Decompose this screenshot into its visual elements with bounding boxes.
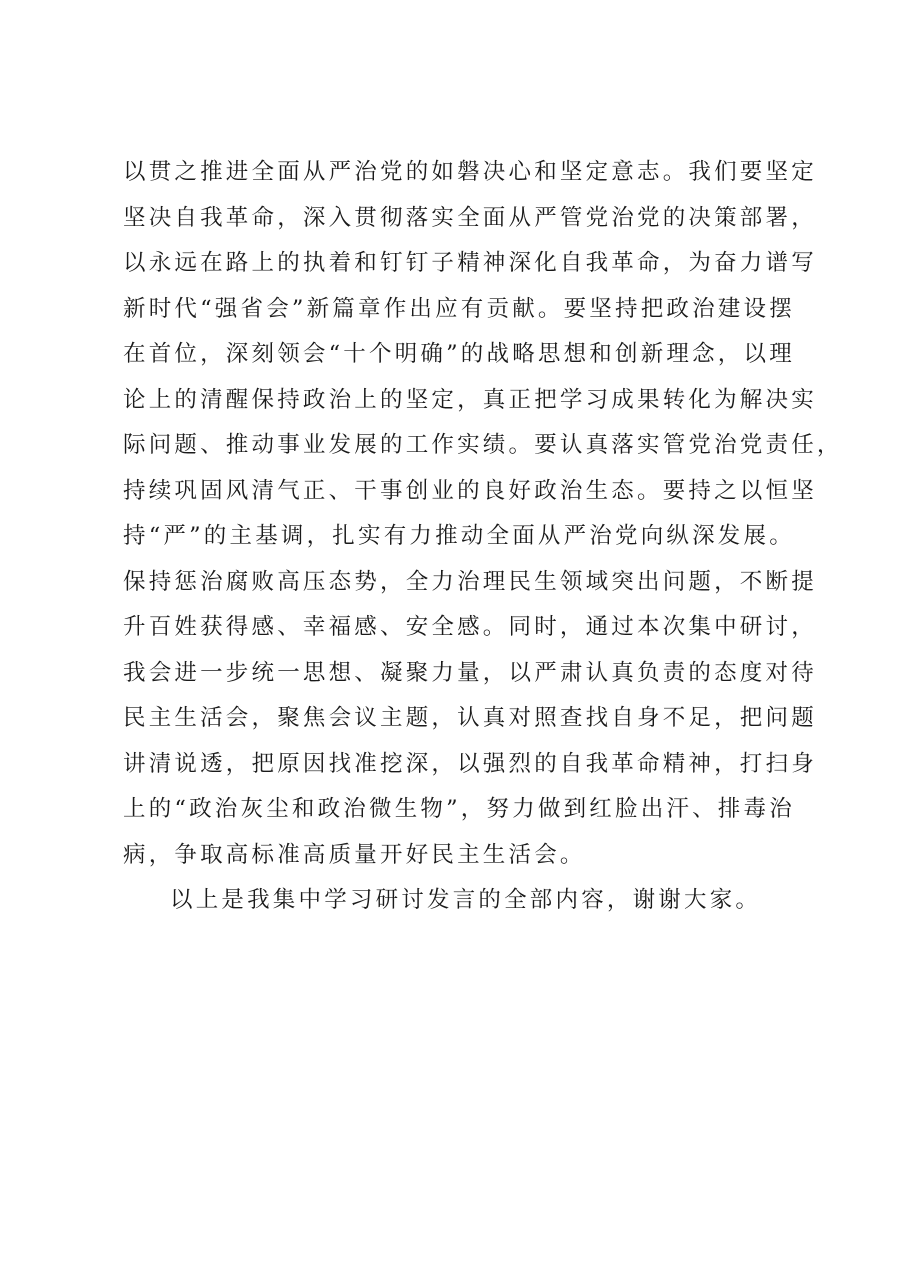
text-line: 持续巩固风清气正、干事创业的良好政治生态。要持之以恒坚 bbox=[123, 477, 817, 504]
text-line: 病，争取高标准高质量开好民主生活会。 bbox=[123, 841, 586, 868]
text-line: 保持惩治腐败高压态势，全力治理民生领域突出问题，不断提 bbox=[123, 568, 817, 595]
closing-paragraph: 以上是我集中学习研讨发言的全部内容，谢谢大家。 bbox=[170, 887, 762, 913]
text-line: 以贯之推进全面从严治党的如磐决心和坚定意志。我们要坚定 bbox=[123, 159, 817, 185]
text-line: 我会进一步统一思想、凝聚力量，以严肃认真负责的态度对待 bbox=[123, 659, 817, 686]
text-line: 论上的清醒保持政治上的坚定，真正把学习成果转化为解决实 bbox=[123, 386, 817, 413]
text-line: 民主生活会，聚焦会议主题，认真对照查找自身不足，把问题 bbox=[123, 705, 817, 731]
text-line: 讲清说透，把原因找准挖深，以强烈的自我革命精神，打扫身 bbox=[123, 750, 817, 777]
text-line: 升百姓获得感、幸福感、安全感。同时，通过本次集中研讨， bbox=[123, 614, 817, 640]
text-line: 持“严”的主基调，扎实有力推动全面从严治党向纵深发展。 bbox=[123, 523, 795, 549]
text-line: 际问题、推动事业发展的工作实绩。要认真落实管党治党责任， bbox=[123, 432, 843, 458]
text-line: 新时代“强省会”新篇章作出应有贡献。要坚持把政治建设摆 bbox=[123, 295, 795, 322]
text-line: 坚决自我革命，深入贯彻落实全面从严管党治党的决策部署， bbox=[123, 204, 817, 231]
text-line: 以永远在路上的执着和钉钉子精神深化自我革命，为奋力谱写 bbox=[123, 250, 817, 276]
text-line: 上的“政治灰尘和政治微生物”，努力做到红脸出汗、排毒治 bbox=[123, 796, 795, 822]
document-body bbox=[123, 150, 843, 924]
text-line: 在首位，深刻领会“十个明确”的战略思想和创新理念，以理 bbox=[123, 341, 795, 367]
